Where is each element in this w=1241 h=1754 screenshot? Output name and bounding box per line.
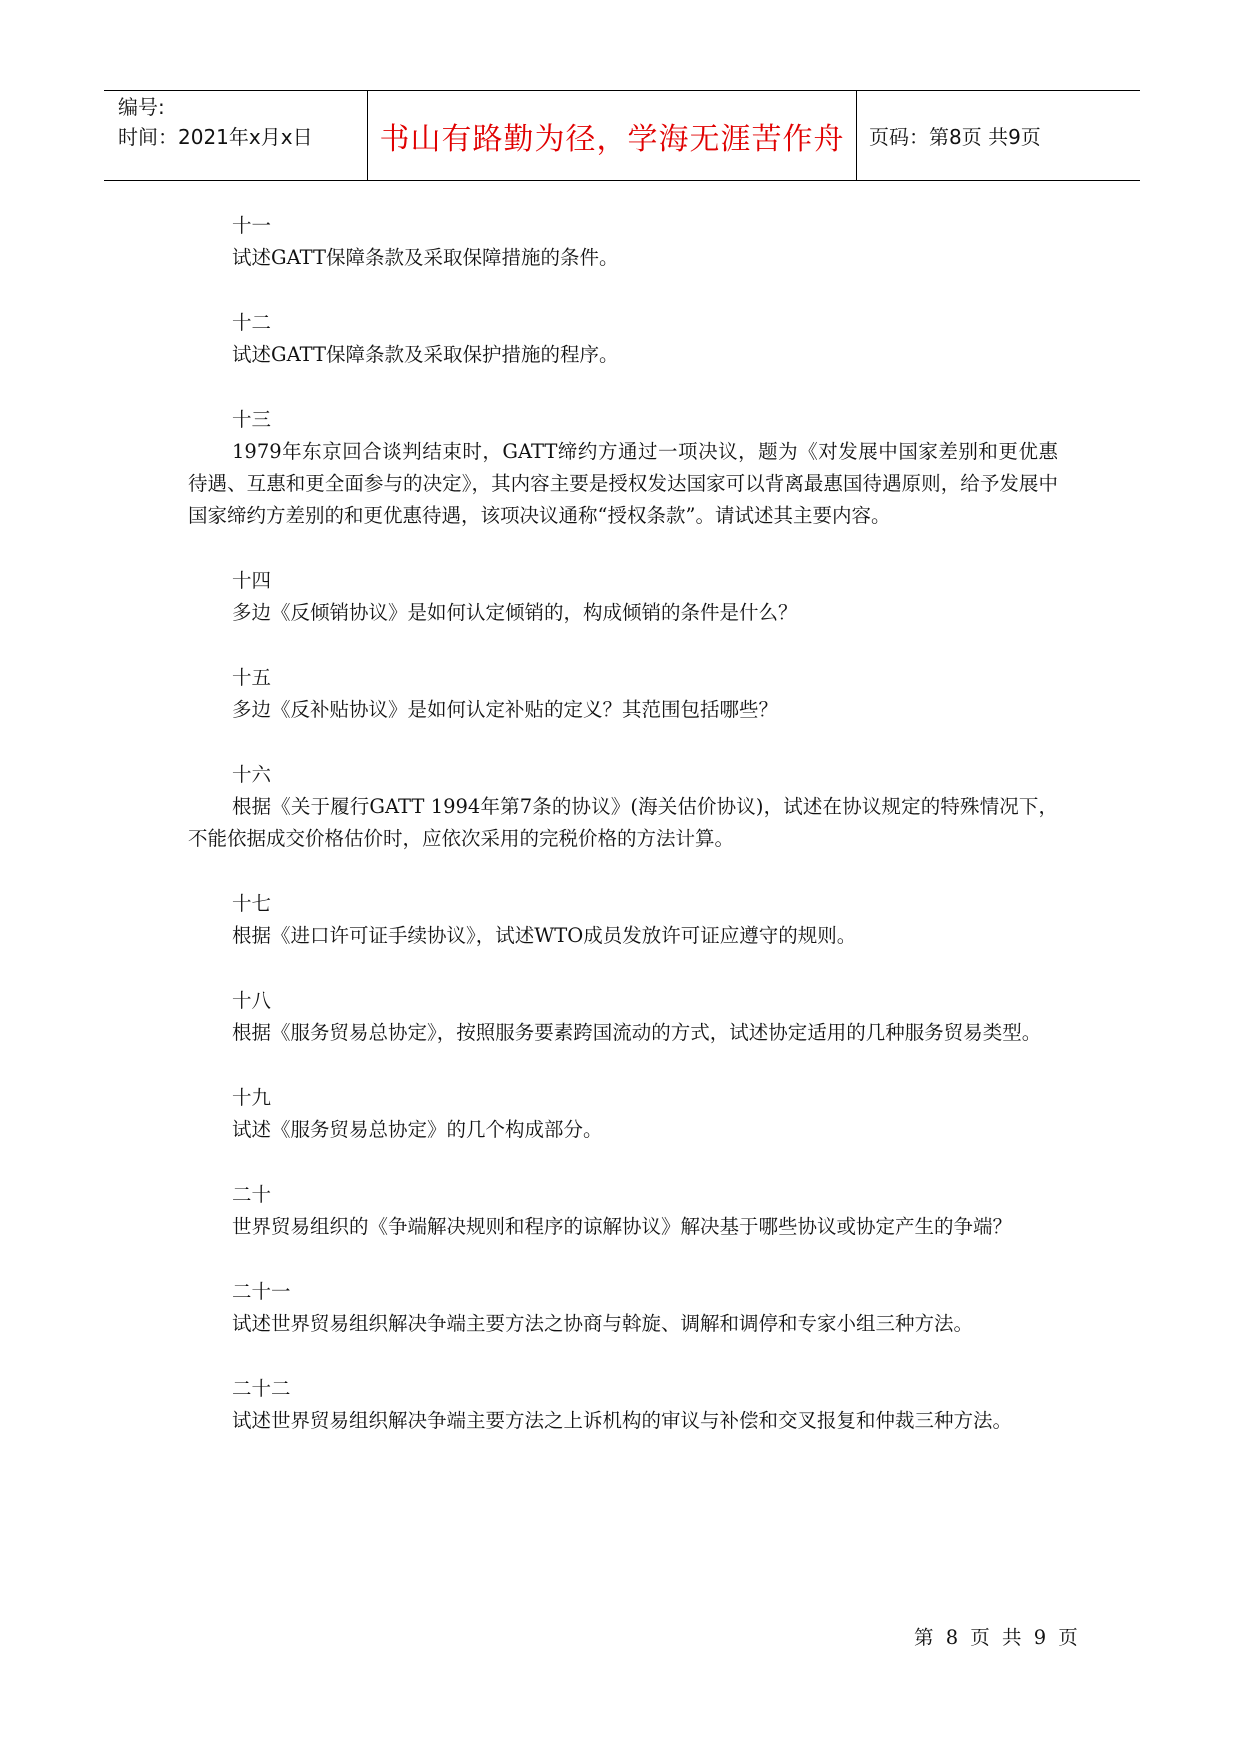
question-number: 十二 [232,311,272,334]
question-number: 十一 [232,214,272,237]
question-number: 十三 [232,408,272,431]
question-text: 根据《关于履行GATT 1994年第7条的协议》(海关估价协议)，试述在协议规定的特殊情况下，不能依据成交价格估价时，应依次采用的完税价格的方法计算。 [188,795,1058,850]
question-item [188,888,1058,952]
question-text: 试述世界贸易组织解决争端主要方法之协商与斡旋、调解和调停和专家小组三种方法。 [232,1312,974,1335]
question-item [188,307,1058,371]
question-number: 二十 [232,1183,272,1206]
question-item [188,1373,1058,1437]
header-page-label: 页码：第8页 共9页 [869,125,1041,149]
question-number: 十七 [232,892,272,915]
question-item [188,662,1058,726]
question-number: 二十一 [232,1280,291,1303]
question-text: 世界贸易组织的《争端解决规则和程序的谅解协议》解决基于哪些协议或协定产生的争端？ [232,1215,1013,1238]
motto-text: 书山有路勤为径，学海无涯苦作舟 [379,121,845,157]
document-time-label: 时间：2021年x月x日 [118,125,313,149]
document-number-label: 编号: [118,95,165,119]
question-number: 二十二 [232,1377,291,1400]
question-text: 根据《进口许可证手续协议》，试述WTO成员发放许可证应遵守的规则。 [232,924,857,947]
question-text: 1979年东京回合谈判结束时，GATT缔约方通过一项决议，题为《对发展中国家差别和更优惠待遇、互惠和更全面参与的决定》，其内容主要是授权发达国家可以背离最惠国待遇原则，给予发展中国家缔约方差别的和更优惠待遇，该项决议通称“授权条款”。请试述其主要内容。 [188,440,1058,527]
question-text: 试述《服务贸易总协定》的几个构成部分。 [232,1118,603,1141]
question-item [188,210,1058,274]
question-text: 试述世界贸易组织解决争端主要方法之上诉机构的审议与补偿和交叉报复和仲裁三种方法。 [232,1409,1013,1432]
question-text: 多边《反补贴协议》是如何认定补贴的定义？其范围包括哪些？ [232,698,779,721]
question-item [188,759,1058,855]
question-item [188,404,1058,532]
question-text: 根据《服务贸易总协定》，按照服务要素跨国流动的方式，试述协定适用的几种服务贸易类型。 [232,1021,1042,1044]
question-text: 试述GATT保障条款及采取保护措施的程序。 [232,343,619,366]
question-number: 十六 [232,763,272,786]
question-item [188,985,1058,1049]
question-text: 试述GATT保障条款及采取保障措施的条件。 [232,246,619,269]
footer-page-number: 第 8 页 共 9 页 [914,1626,1078,1649]
question-number: 十四 [232,569,272,592]
question-number: 十五 [232,666,272,689]
page-header [104,90,1140,181]
header-meta [104,91,368,180]
question-text: 多边《反倾销协议》是如何认定倾销的，构成倾销的条件是什么？ [232,601,798,624]
question-item [188,1179,1058,1243]
header-page-info [857,91,1140,180]
header-motto [368,91,857,180]
question-number: 十八 [232,989,272,1012]
question-number: 十九 [232,1086,272,1109]
question-list [188,210,1058,1470]
question-item [188,565,1058,629]
question-item [188,1082,1058,1146]
question-item [188,1276,1058,1340]
page-footer [914,1622,1078,1650]
